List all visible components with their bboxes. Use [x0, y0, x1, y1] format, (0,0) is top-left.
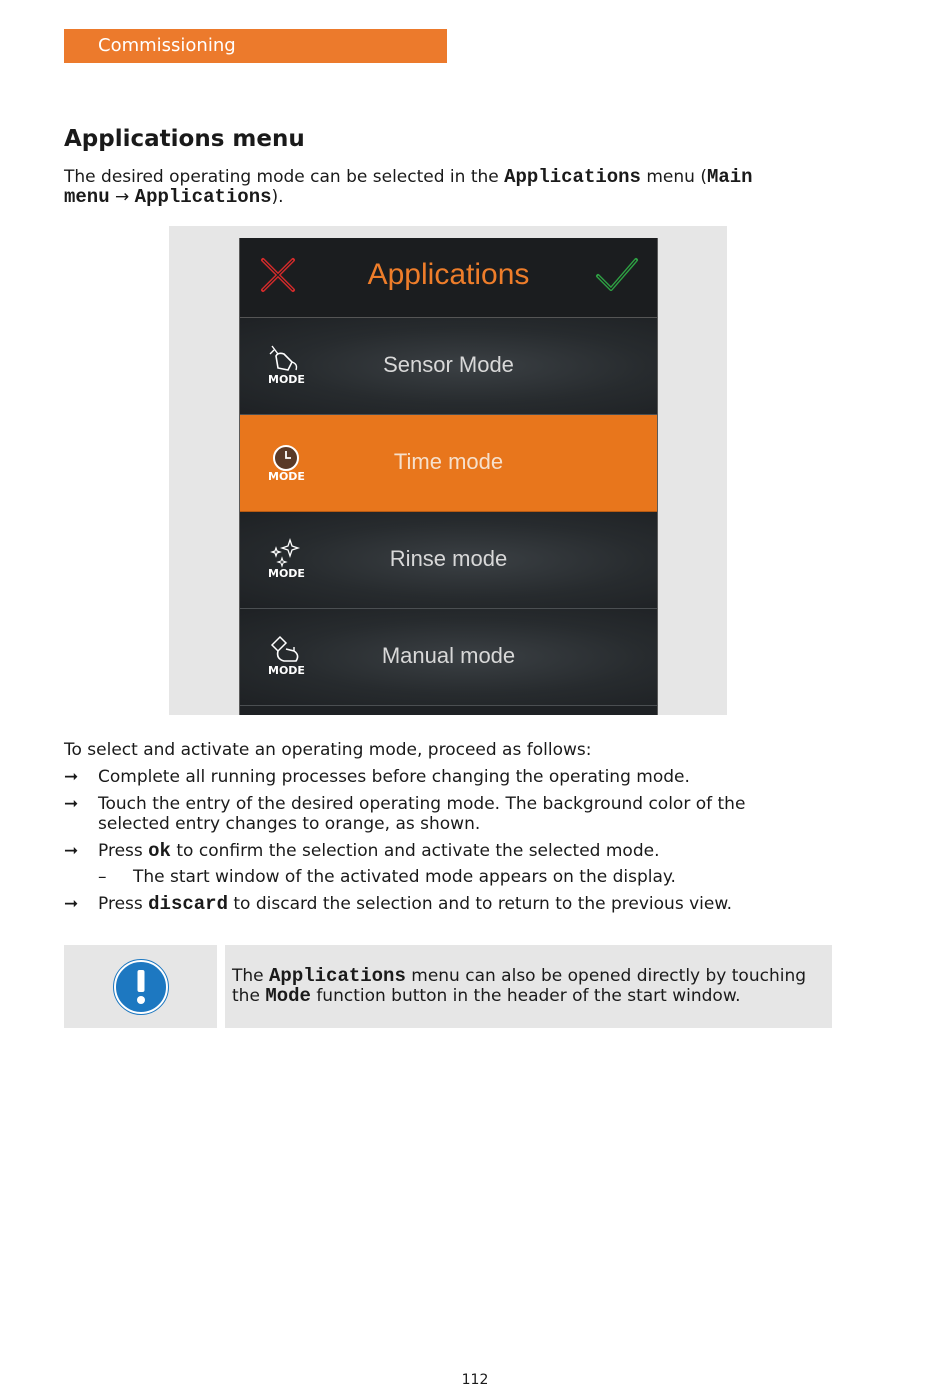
- mode-label-time: Time mode: [393, 449, 504, 474]
- intro-arrow: →: [115, 187, 130, 207]
- intro-text-1: The desired operating mode can be selected in the: [64, 167, 505, 187]
- step-arrow-icon: ➞: [64, 767, 79, 787]
- page-title: Applications menu: [64, 126, 305, 152]
- note-text: [232, 966, 832, 1006]
- page-number: 112: [461, 1372, 489, 1388]
- intro-text-3: ).: [271, 187, 284, 207]
- step-arrow-icon: ➞: [64, 894, 79, 914]
- section-header-bar: [64, 29, 447, 63]
- mode-row-rinse[interactable]: [240, 512, 657, 609]
- step-4-text: [98, 894, 808, 914]
- step-2-text: Touch the entry of the desired operating mode. The background color of the selected entry changes to orange, as shown.: [98, 794, 746, 834]
- step-4-post: to discard the selection and to return to the previous view.: [233, 894, 733, 914]
- intro-code-applications: Applications: [504, 166, 641, 188]
- step-arrow-icon: ➞: [64, 841, 79, 861]
- discard-code: discard: [148, 893, 228, 915]
- mode-row-time[interactable]: [240, 415, 657, 512]
- mode-label-manual: Manual mode: [381, 643, 516, 668]
- note-text-3: function button in the header of the start window.: [310, 986, 741, 1006]
- device-header: [240, 238, 657, 318]
- step-3-pre: Press: [98, 841, 149, 861]
- note-code-mode: Mode: [265, 985, 311, 1007]
- intro-code-main: Main: [706, 166, 753, 188]
- manual-mode-icon-text: MODE: [268, 664, 305, 677]
- screenshot-frame: [169, 226, 727, 715]
- step-1-text: Complete all running processes before changing the operating mode.: [98, 767, 690, 787]
- section-header-label: Commissioning: [98, 35, 236, 56]
- intro-code-menu: menu: [64, 186, 110, 208]
- rinse-mode-icon-text: MODE: [268, 567, 305, 580]
- mode-row-manual[interactable]: [240, 609, 657, 706]
- step-3-text: [98, 841, 808, 861]
- checkmark-icon[interactable]: [595, 256, 639, 294]
- intro-paragraph: [64, 167, 824, 207]
- mode-row-sensor[interactable]: [240, 318, 657, 415]
- note-code-applications: Applications: [269, 965, 406, 987]
- note-text-cell: [225, 945, 832, 1028]
- substep-dash: –: [98, 867, 107, 887]
- step-3-post: to confirm the selection and activate the selected mode.: [170, 841, 660, 861]
- note-icon-cell: [64, 945, 217, 1028]
- mode-label-rinse: Rinse mode: [389, 546, 508, 571]
- instructions-lead: To select and activate an operating mode, proceed as follows:: [64, 740, 592, 760]
- intro-code-applications-2: Applications: [134, 186, 272, 208]
- note-text-2: menu can also be opened directly by touching the: [232, 966, 807, 1006]
- step-4-pre: Press: [98, 894, 149, 914]
- sensor-mode-icon-text: MODE: [268, 373, 305, 386]
- device-screen: [239, 238, 658, 715]
- note-text-1: The: [232, 966, 270, 986]
- info-exclamation-icon: [113, 959, 169, 1015]
- step-arrow-icon: ➞: [64, 794, 79, 814]
- time-mode-icon-text: MODE: [268, 470, 305, 483]
- mode-label-sensor: Sensor Mode: [383, 352, 514, 377]
- ok-code: ok: [148, 840, 171, 862]
- substep-1-text: The start window of the activated mode appears on the display.: [133, 867, 676, 887]
- device-title: Applications: [367, 258, 530, 291]
- intro-text-2: menu (: [640, 167, 707, 187]
